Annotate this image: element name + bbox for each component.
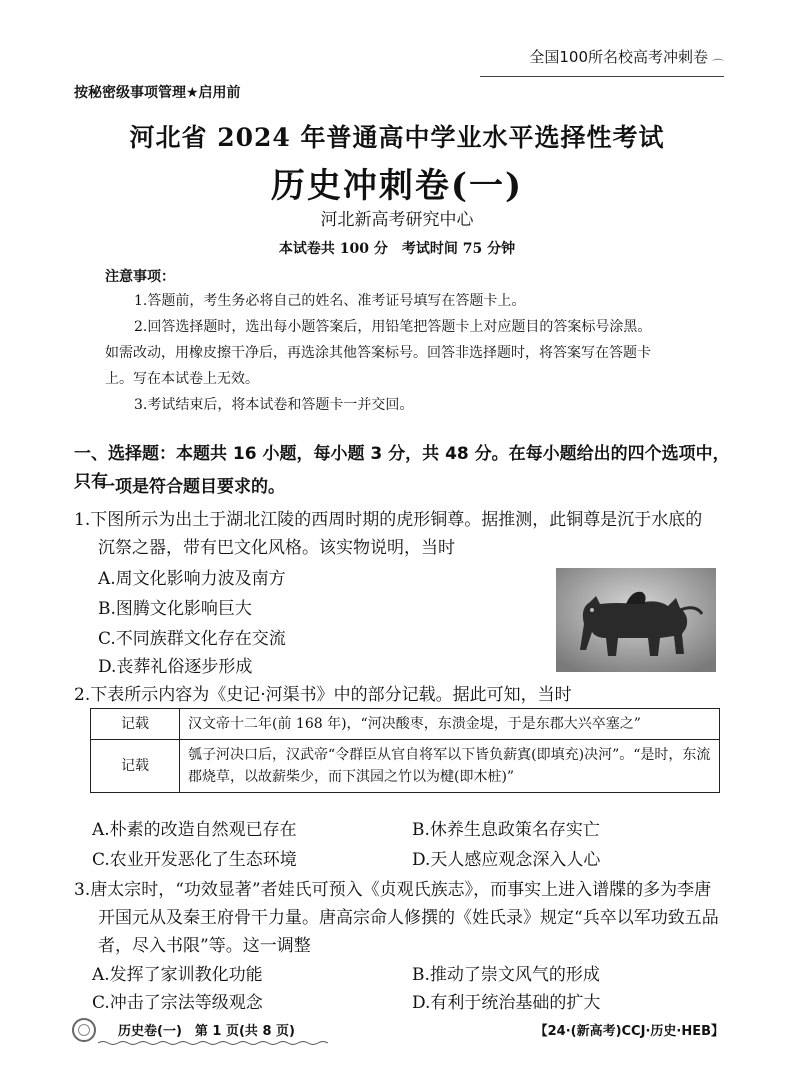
- note-2-end: 上。写在本试卷上无效。: [105, 371, 259, 387]
- table-head-cell: 记载: [91, 709, 180, 740]
- page-number: 历史卷(一) 第 1 页(共 8 页): [118, 1024, 295, 1039]
- q3-option-b: B.推动了崇文风气的形成: [412, 965, 600, 985]
- question-2-stem: 2.下表所示内容为《史记·河渠书》中的部分记载。据此可知，当时: [74, 685, 572, 705]
- q1-option-b: B.图腾文化影响巨大: [98, 599, 252, 619]
- q3-option-c: C.冲击了宗法等级观念: [92, 993, 263, 1013]
- note-2-cont: 如需改动，用橡皮擦干净后，再选涂其他答案标号。回答非选择题时，将答案写在答题卡: [105, 345, 651, 361]
- secret-label: 按秘密级事项管理★启用前: [74, 85, 241, 101]
- q3-option-a: A.发挥了家训教化功能: [92, 965, 263, 985]
- q2-option-b: B.休养生息政策名存实亡: [412, 820, 600, 840]
- note-2: 2.回答选择题时，选出每小题答案后，用铅笔把答题卡上对应题目的答案标号涂黑。: [134, 319, 652, 335]
- section-heading-cont: 一项是符合题目要求的。: [98, 477, 285, 497]
- question-3-stem-cont: 开国元从及秦王府骨干力量。唐高宗命人修撰的《姓氏录》规定“兵卒以军功致五品: [98, 908, 719, 928]
- table-row: [91, 709, 720, 740]
- q1-option-c: C.不同族群文化存在交流: [98, 629, 286, 649]
- record-table: [90, 708, 720, 793]
- q2-option-a: A.朴素的改造自然观已存在: [92, 820, 297, 840]
- exam-info: 本试卷共 100 分 考试时间 75 分钟: [278, 241, 516, 257]
- question-3-stem: 3.唐太宗时，“功效显著”者娃氏可预入《贞观氏族志》，而事实上进入谱牒的多为李唐: [74, 880, 712, 900]
- notes-title: 注意事项：: [105, 269, 175, 285]
- header-divider: [480, 76, 724, 77]
- q3-option-d: D.有利于统治基础的扩大: [412, 993, 601, 1013]
- footer-wave-line: [98, 1040, 328, 1046]
- note-3: 3.考试结束后，将本试卷和答题卡一并交回。: [134, 397, 414, 413]
- question-1-stem: 1.下图所示为出土于湖北江陵的西周时期的虎形铜尊。据推测，此铜尊是沉于水底的: [74, 510, 703, 530]
- footer-circle-inner-icon: [78, 1024, 90, 1036]
- paper-code: 【24·(新高考)CCJ·历史·HEB】: [534, 1024, 724, 1039]
- table-cell: 汉文帝十二年(前 168 年)，“河决酸枣，东溃金堤，于是东郡大兴卒塞之”: [180, 709, 720, 740]
- corner-mark-icon: ⌒: [711, 58, 724, 72]
- question-1-stem-cont: 沉祭之器，带有巴文化风格。该实物说明，当时: [98, 538, 455, 558]
- note-1: 1.答题前，考生务必将自己的姓名、准考证号填写在答题卡上。: [134, 293, 526, 309]
- q2-option-d: D.天人感应观念深入人心: [412, 850, 601, 870]
- tiger-bronze-image: [556, 568, 716, 672]
- question-3-stem-end: 者，尽入书限”等。这一调整: [98, 936, 311, 956]
- series-title: 全国100所名校高考冲刺卷: [529, 48, 708, 66]
- page-title: 历史冲刺卷(一): [270, 166, 524, 206]
- table-row: [91, 740, 720, 793]
- organization: 河北新高考研究中心: [320, 210, 474, 230]
- q2-option-c: C.农业开发恶化了生态环境: [92, 850, 297, 870]
- table-cell: 瓠子河决口后，汉武帝“令群臣从官自将军以下皆负薪寘(即填充)决河”。“是时，东流郡烧草，以故薪柴少，而下淇园之竹以为楗(即木桩)”: [180, 740, 720, 793]
- exam-title: 河北省 2024 年普通高中学业水平选择性考试: [129, 123, 665, 152]
- q1-option-a: A.周文化影响力波及南方: [98, 569, 286, 589]
- table-head-cell: 记载: [91, 740, 180, 793]
- section-heading: 一、选择题：本题共 16 小题，每小题 3 分，共 48 分。在每小题给出的四个选项中，只有: [74, 444, 730, 492]
- q1-option-d: D.丧葬礼俗逐步形成: [98, 657, 253, 677]
